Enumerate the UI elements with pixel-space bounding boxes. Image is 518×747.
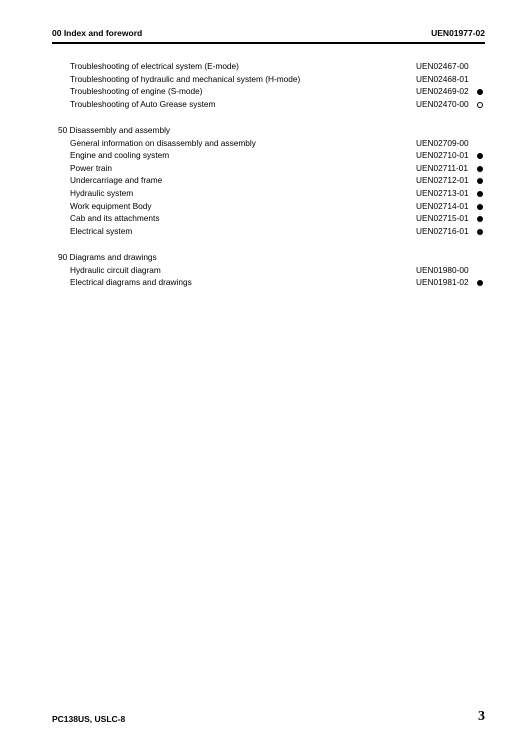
toc-section-title: 50 Disassembly and assembly [58, 124, 171, 135]
header-document-code: UEN01977-02 [431, 28, 485, 38]
toc-entry [0, 225, 518, 238]
toc-section-title: 90 Diagrams and drawings [58, 251, 157, 262]
toc-entry-code: UEN02468-01 [416, 73, 469, 84]
toc-entry [0, 85, 518, 98]
toc-entry-code: UEN02714-01 [416, 200, 469, 211]
filled-circle-icon [477, 204, 483, 210]
toc-entry-code: UEN02710-01 [416, 150, 469, 161]
filled-circle-icon [477, 178, 483, 184]
toc-entry [0, 212, 518, 225]
toc-entry [0, 98, 518, 111]
toc-entry-code: UEN02713-01 [416, 188, 469, 199]
toc-entry-code: UEN02709-00 [416, 137, 469, 148]
toc-entry-code: UEN02715-01 [416, 213, 469, 224]
toc-entry-title: Troubleshooting of engine (S-mode) [70, 86, 203, 97]
toc-entry-title: Hydraulic system [70, 188, 134, 199]
toc-section [0, 124, 518, 238]
page-header [52, 28, 485, 44]
toc-entry [0, 187, 518, 200]
filled-circle-icon [477, 216, 483, 222]
toc-entry [0, 264, 518, 277]
toc-entry [0, 137, 518, 150]
toc-entry [0, 60, 518, 73]
toc-entry-title: Engine and cooling system [70, 150, 170, 161]
toc-entry-title: Cab and its attachments [70, 213, 160, 224]
page-number: 3 [478, 709, 485, 724]
toc-entry-title: Troubleshooting of electrical system (E-mode) [70, 61, 239, 71]
filled-circle-icon [477, 191, 483, 197]
toc-entry-code: UEN02470-00 [416, 98, 469, 109]
toc-entry-code: UEN01980-00 [416, 264, 469, 275]
toc-entry-title: General information on disassembly and assembly [70, 137, 256, 148]
toc-entry-code: UEN02711-01 [416, 162, 468, 173]
toc-entry [0, 73, 518, 86]
toc-entry [0, 162, 518, 175]
toc-entry [0, 149, 518, 162]
filled-circle-icon [477, 229, 483, 235]
toc-entry-code: UEN01981-02 [416, 277, 469, 288]
toc-entry-title: Electrical system [70, 226, 133, 237]
toc-entry-title: Troubleshooting of hydraulic and mechanical system (H-mode) [70, 73, 301, 84]
toc-entry-code: UEN02712-01 [416, 175, 469, 186]
toc-entry-title: Electrical diagrams and drawings [70, 277, 192, 288]
toc-entry-title: Troubleshooting of Auto Grease system [70, 98, 216, 109]
toc-entry [0, 200, 518, 213]
toc-entry [0, 174, 518, 187]
toc-entry-title: Hydraulic circuit diagram [70, 264, 161, 275]
toc-section [0, 60, 518, 111]
footer-model: PC138US, USLC-8 [52, 714, 126, 724]
table-of-contents [0, 60, 518, 302]
hollow-circle-icon [477, 102, 483, 108]
toc-entry-code: UEN02467-00 [416, 61, 469, 71]
toc-section [0, 251, 518, 289]
toc-entry-title: Undercarriage and frame [70, 175, 163, 186]
toc-entry-code: UEN02469-02 [416, 86, 469, 97]
filled-circle-icon [477, 166, 483, 172]
toc-entry-title: Work equipment Body [70, 200, 152, 211]
filled-circle-icon [477, 153, 483, 159]
toc-entry-code: UEN02716-01 [416, 226, 469, 237]
toc-entry [0, 276, 518, 289]
toc-entry-title: Power train [70, 162, 112, 173]
filled-circle-icon [477, 89, 483, 95]
filled-circle-icon [477, 280, 483, 286]
header-section-title: 00 Index and foreword [52, 28, 143, 38]
